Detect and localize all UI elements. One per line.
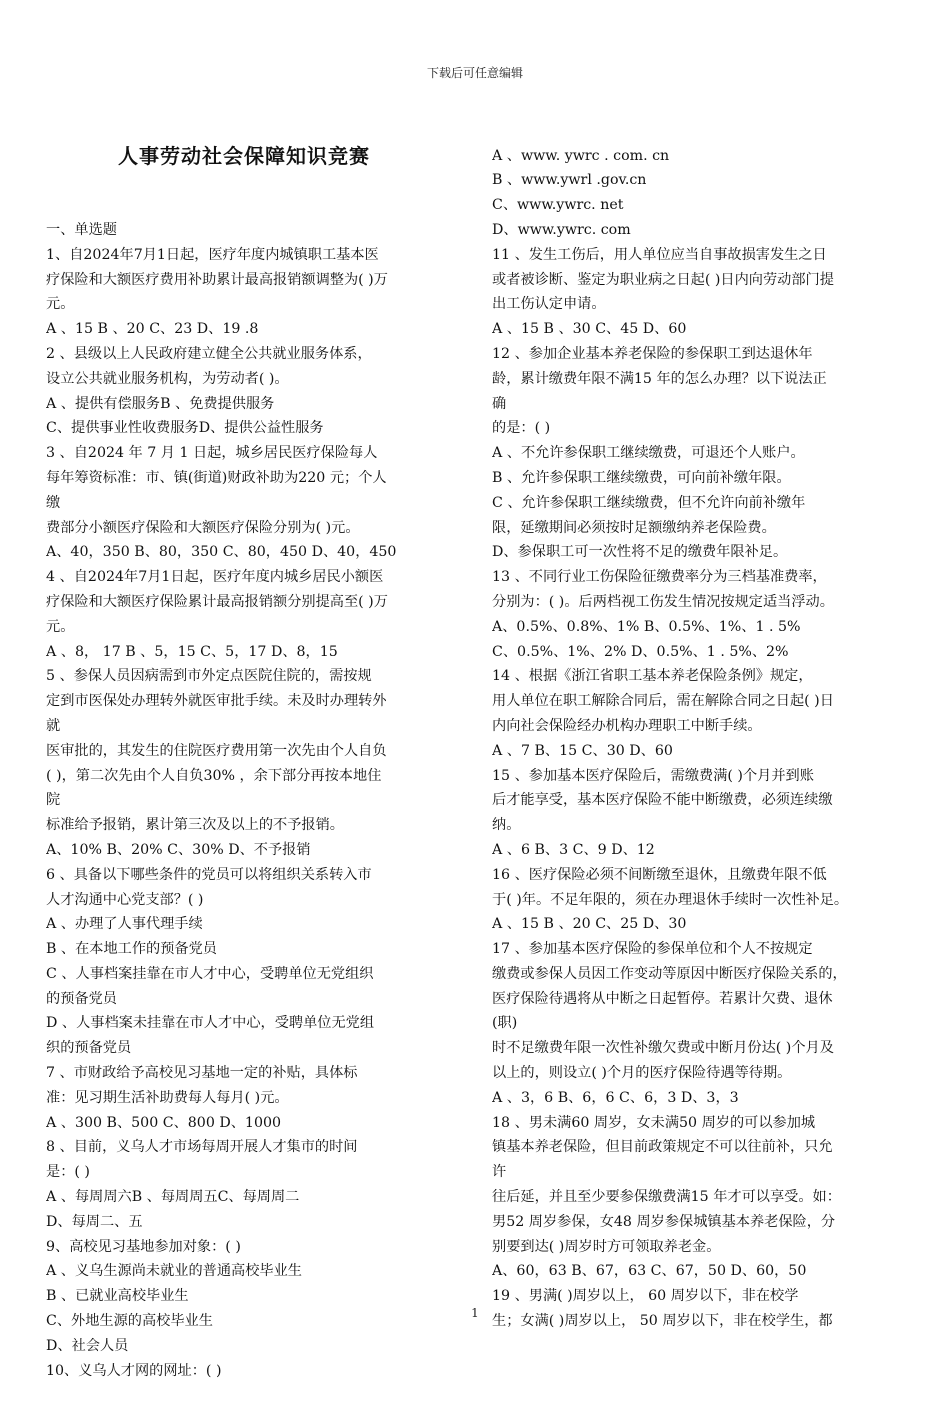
text-line: B 、www.ywrl .gov.cn xyxy=(492,172,647,189)
text-line: (职) xyxy=(492,1015,518,1032)
document-title: 人事劳动社会保障知识竞赛 xyxy=(118,143,370,168)
text-line: B 、在本地工作的预备党员 xyxy=(46,941,217,958)
text-line: 的预备党员 xyxy=(46,990,117,1007)
text-line: C、www.ywrc. net xyxy=(492,197,624,214)
text-line: 内向社会保险经办机构办理职工中断手续。 xyxy=(492,717,762,734)
text-line: 医审批的，其发生的住院医疗费用第一次先由个人自负 xyxy=(46,742,387,759)
text-line: A 、义乌生源尚未就业的普通高校毕业生 xyxy=(46,1263,302,1280)
text-line: 4 、自2024年7月1日起，医疗年度内城乡居民小额医 xyxy=(46,569,384,586)
text-line: 6 、具备以下哪些条件的党员可以将组织关系转入市 xyxy=(46,866,372,883)
left-column-lines xyxy=(46,218,466,1383)
text-line: D 、人事档案未挂靠在市人才中心，受聘单位无党组 xyxy=(46,1015,375,1032)
text-line: 一、单选题 xyxy=(46,221,117,238)
text-line: 或者被诊断、鉴定为职业病之日起( )日内向劳动部门提 xyxy=(492,271,834,288)
text-line: A 、15 B 、20 C、25 D、30 xyxy=(492,916,687,933)
text-line: A 、www. ywrc . com. cn xyxy=(492,147,670,164)
text-line: 往后延，并且至少要参保缴费满15 年才可以享受。如： xyxy=(492,1189,841,1206)
page-number: 1 xyxy=(471,1306,479,1320)
text-line: 准：见习期生活补助费每人每月( )元。 xyxy=(46,1089,289,1106)
text-line: 就 xyxy=(46,717,61,734)
text-line: A 、办理了人事代理手续 xyxy=(46,916,203,933)
text-line: 疗保险和大额医疗保险累计最高报销额分别提高至( )万 xyxy=(46,593,388,610)
text-line: 别要到达( )周岁时方可领取养老金。 xyxy=(492,1238,721,1255)
left-column xyxy=(46,94,466,1408)
text-line: A 、3，6 B、6，6 C、6，3 D、3，3 xyxy=(492,1089,739,1106)
text-line: 元。 xyxy=(46,618,75,635)
text-line: 时不足缴费年限一次性补缴欠费或中断月份达( )个月及 xyxy=(492,1040,834,1057)
text-line: A 、7 B、15 C、30 D、60 xyxy=(492,742,673,759)
text-line: B 、允许参保职工继续缴费，可向前补缴年限。 xyxy=(492,469,791,486)
text-line: 18 、男未满60 周岁，女未满50 周岁的可以参加城 xyxy=(492,1114,816,1131)
text-line: D、参保职工可一次性将不足的缴费年限补足。 xyxy=(492,544,788,561)
text-line: A 、300 B、500 C、800 D、1000 xyxy=(46,1114,282,1131)
text-line: 15 、参加基本医疗保险后，需缴费满( )个月并到账 xyxy=(492,767,814,784)
text-line: B 、已就业高校毕业生 xyxy=(46,1288,189,1305)
text-line: A 、6 B、3 C、9 D、12 xyxy=(492,841,655,858)
text-line: 19 、男满( )周岁以上， 60 周岁以下，非在校学 xyxy=(492,1288,799,1305)
text-line: 医疗保险待遇将从中断之日起暂停。若累计欠费、退休 xyxy=(492,990,833,1007)
text-line: 3 、自2024 年 7 月 1 日起，城乡居民医疗保险每人 xyxy=(46,445,378,462)
text-line: 每年筹资标准：市、镇(街道)财政补助为220 元；个人 xyxy=(46,469,387,486)
text-line: 17 、参加基本医疗保险的参保单位和个人不按规定 xyxy=(492,941,813,958)
text-line: 分别为：( )。后两档视工伤发生情况按规定适当浮动。 xyxy=(492,593,834,610)
text-line: A 、8， 17 B 、5，15 C、5，17 D、8，15 xyxy=(46,643,338,660)
text-line: A 、每周周六B 、每周周五C、每周周二 xyxy=(46,1189,300,1206)
text-line: 12 、参加企业基本养老保险的参保职工到达退休年 xyxy=(492,345,813,362)
text-line: A 、提供有偿服务B 、免费提供服务 xyxy=(46,395,275,412)
text-line: A、60，63 B、67，63 C、67，50 D、60，50 xyxy=(492,1263,807,1280)
text-line: 5 、参保人员因病需到市外定点医院住院的，需按规 xyxy=(46,668,372,685)
text-line: 出工伤认定申请。 xyxy=(492,296,606,313)
text-line: 定到市医保处办理转外就医审批手续。未及时办理转外 xyxy=(46,693,387,710)
text-line: C 、允许参保职工继续缴费，但不允许向前补缴年 xyxy=(492,494,806,511)
text-line: 9、高校见习基地参加对象：( ) xyxy=(46,1238,241,1255)
text-line: 元。 xyxy=(46,296,75,313)
text-line: A 、15 B 、20 C、23 D、19 .8 xyxy=(46,321,259,338)
text-line: 2 、县级以上人民政府建立健全公共就业服务体系， xyxy=(46,345,372,362)
text-line: D、www.ywrc. com xyxy=(492,221,631,238)
text-line: 于( )年。不足年限的，须在办理退休手续时一次性补足。 xyxy=(492,891,849,908)
right-column-lines xyxy=(492,144,916,1334)
text-line: 织的预备党员 xyxy=(46,1040,132,1057)
text-line: 后才能享受，基本医疗保险不能中断缴费，必须连续缴 xyxy=(492,792,833,809)
text-line: 11 、发生工伤后，用人单位应当自事故损害发生之日 xyxy=(492,246,827,263)
text-line: 标准给予报销，累计第三次及以上的不予报销。 xyxy=(46,817,344,834)
text-line: 1、自2024年7月1日起，医疗年度内城镇职工基本医 xyxy=(46,246,379,263)
text-line: 缴费或参保人员因工作变动等原因中断医疗保险关系的， xyxy=(492,965,847,982)
text-line: 的是：( ) xyxy=(492,420,551,437)
text-line: A、0.5%、0.8%、1% B、0.5%、1%、1 . 5% xyxy=(492,618,801,635)
text-line: A、40，350 B、80，350 C、80，450 D、40，450 xyxy=(46,544,397,561)
text-line: C 、人事档案挂靠在市人才中心，受聘单位无党组织 xyxy=(46,965,374,982)
text-line: 设立公共就业服务机构，为劳动者( )。 xyxy=(46,370,289,387)
text-line: A 、不允许参保职工继续缴费，可退还个人账户。 xyxy=(492,445,805,462)
text-line: 疗保险和大额医疗费用补助累计最高报销额调整为( )万 xyxy=(46,271,388,288)
page-header: 下载后可任意编辑 xyxy=(426,66,523,80)
text-line: 8 、目前，义乌人才市场每周开展人才集市的时间 xyxy=(46,1139,358,1156)
right-column xyxy=(492,94,916,1359)
text-line: 13 、不同行业工伤保险征缴费率分为三档基准费率， xyxy=(492,569,827,586)
text-line: 人才沟通中心党支部？( ) xyxy=(46,891,204,908)
text-line: 许 xyxy=(492,1164,507,1181)
text-line: ( )，第二次先由个人自负30% ，余下部分再按本地住 xyxy=(46,767,382,784)
text-line: 是：( ) xyxy=(46,1164,90,1181)
text-line: 确 xyxy=(492,395,507,412)
text-line: 龄，累计缴费年限不满15 年的怎么办理？以下说法正 xyxy=(492,370,827,387)
text-line: A、10% B、20% C、30% D、不予报销 xyxy=(46,841,311,858)
text-line: D、社会人员 xyxy=(46,1337,129,1354)
text-line: 纳。 xyxy=(492,817,521,834)
text-line: 缴 xyxy=(46,494,61,511)
text-line: C、0.5%、1%、2% D、0.5%、1 . 5%、2% xyxy=(492,643,789,660)
text-line: D、每周二、五 xyxy=(46,1213,143,1230)
text-line: 生；女满( )周岁以上， 50 周岁以下，非在校学生，都 xyxy=(492,1313,833,1330)
text-line: 费部分小额医疗保险和大额医疗保险分别为( )元。 xyxy=(46,519,360,536)
text-line: 限，延缴期间必须按时足额缴纳养老保险费。 xyxy=(492,519,776,536)
text-line: 10、义乌人才网的网址：( ) xyxy=(46,1362,222,1379)
text-line: 7 、市财政给予高校见习基地一定的补贴，具体标 xyxy=(46,1065,358,1082)
text-line: A 、15 B 、30 C、45 D、60 xyxy=(492,321,687,338)
text-line: 用人单位在职工解除合同后，需在解除合同之日起( )日 xyxy=(492,693,834,710)
text-line: 以上的，则设立( )个月的医疗保险待遇等待期。 xyxy=(492,1065,792,1082)
text-line: C、提供事业性收费服务D、提供公益性服务 xyxy=(46,420,324,437)
text-line: C、外地生源的高校毕业生 xyxy=(46,1313,213,1330)
text-line: 院 xyxy=(46,792,61,809)
text-line: 镇基本养老保险，但目前政策规定不可以往前补，只允 xyxy=(492,1139,833,1156)
text-line: 14 、根据《浙江省职工基本养老保险条例》规定， xyxy=(492,668,813,685)
text-line: 16 、医疗保险必须不间断缴至退休，且缴费年限不低 xyxy=(492,866,827,883)
text-line: 男52 周岁参保，女48 周岁参保城镇基本养老保险，分 xyxy=(492,1213,836,1230)
